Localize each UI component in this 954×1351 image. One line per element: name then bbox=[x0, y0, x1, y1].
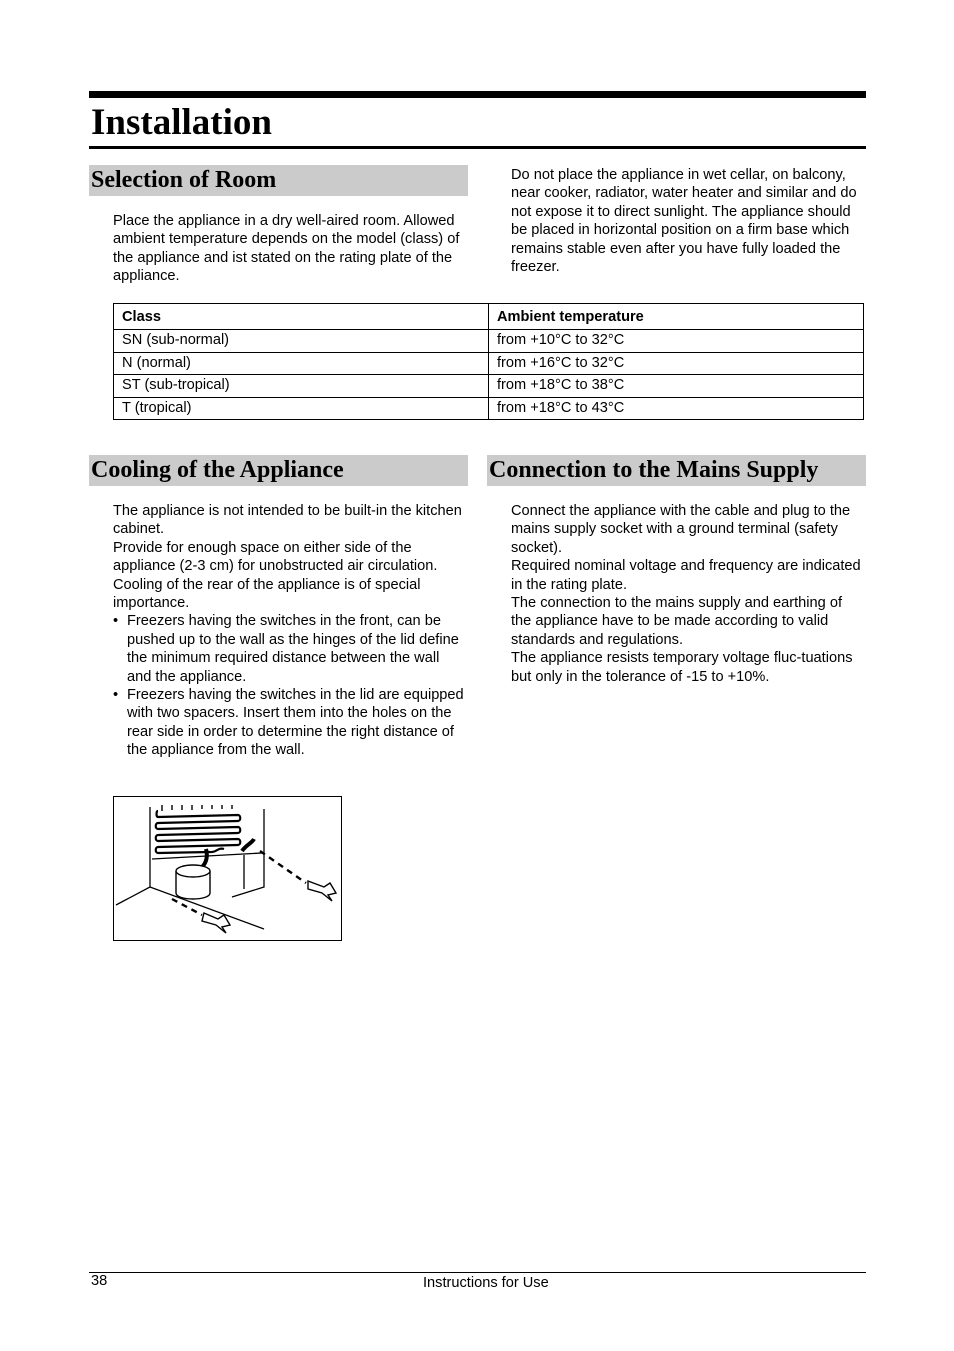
freezer-rear-drawing bbox=[114, 797, 341, 940]
table-header-row bbox=[114, 304, 864, 330]
selection-right-paragraph: Do not place the appliance in wet cellar, on balcony, near cooker, radiator, water heater and similar and do not expose it to direct sunlight. The appliance should be placed in horizontal position on a firm base which remains stable even after you have fully loaded the freezer. bbox=[511, 167, 857, 276]
list-item: • Freezers having the switches in the front, can be pushed up to the wall as the hinges of the lid define the minimum required distance between the wall and the appliance. bbox=[113, 612, 467, 686]
spacer-illustration bbox=[113, 796, 342, 941]
table-cell-temperature: from +18°C to 38°C bbox=[489, 375, 864, 398]
mains-paragraph-3: The connection to the mains supply and earthing of the appliance have to be made according to valid standards and regulations. bbox=[511, 595, 843, 648]
table-cell-temperature: from +10°C to 32°C bbox=[489, 330, 864, 353]
page-number: 38 bbox=[91, 1273, 108, 1289]
footer-title: Instructions for Use bbox=[423, 1275, 549, 1291]
mains-paragraph-1: Connect the appliance with the cable and plug to the mains supply socket with a ground terminal (safety socket). bbox=[511, 503, 851, 556]
selection-right-text bbox=[511, 166, 861, 276]
cooling-bullet-list bbox=[113, 612, 467, 759]
table-row bbox=[114, 375, 864, 398]
selection-left-paragraph: Place the appliance in a dry well-aired room. Allowed ambient temperature depends on the model (class) of the appliance and ist stated on the rating plate of the appliance. bbox=[113, 213, 460, 285]
page-title: Installation bbox=[91, 102, 272, 143]
title-rule-bottom bbox=[89, 146, 866, 149]
mains-text bbox=[511, 502, 863, 686]
cooling-paragraph-2: Provide for enough space on either side of the appliance (2-3 cm) for unobstructed air circulation. bbox=[113, 539, 438, 575]
table-header-temperature: Ambient temperature bbox=[489, 304, 864, 330]
table-row bbox=[114, 352, 864, 375]
title-rule-top bbox=[89, 91, 866, 98]
table-row bbox=[114, 330, 864, 353]
list-item: • Freezers having the switches in the lid are equipped with two spacers. Insert them into the holes on the rear side in order to determine the right distance of the appliance from the wall. bbox=[113, 686, 467, 760]
mains-paragraph-4: The appliance resists temporary voltage fluc-tuations but only in the tolerance of -15 to +10%. bbox=[511, 650, 853, 685]
mains-supply-heading: Connection to the Mains Supply bbox=[487, 455, 866, 486]
table-cell-class: SN (sub-normal) bbox=[114, 330, 489, 353]
footer-rule bbox=[89, 1272, 866, 1273]
mains-paragraph-2: Required nominal voltage and frequency are indicated in the rating plate. bbox=[511, 558, 861, 593]
cooling-paragraph-1: The appliance is not intended to be built-in the kitchen cabinet. bbox=[113, 503, 462, 538]
table-row bbox=[114, 397, 864, 420]
table-cell-temperature: from +18°C to 43°C bbox=[489, 397, 864, 420]
cooling-paragraph-3: Cooling of the rear of the appliance is of special importance. bbox=[113, 576, 421, 612]
cooling-heading: Cooling of the Appliance bbox=[89, 455, 468, 486]
selection-of-room-heading: Selection of Room bbox=[89, 165, 468, 196]
table-cell-class: N (normal) bbox=[114, 352, 489, 375]
selection-left-text bbox=[113, 212, 461, 286]
table-cell-temperature: from +16°C to 32°C bbox=[489, 352, 864, 375]
table-cell-class: ST (sub-tropical) bbox=[114, 375, 489, 398]
climate-class-table bbox=[113, 303, 864, 420]
table-cell-class: T (tropical) bbox=[114, 397, 489, 420]
table-header-class: Class bbox=[114, 304, 489, 330]
cooling-text bbox=[113, 502, 467, 760]
